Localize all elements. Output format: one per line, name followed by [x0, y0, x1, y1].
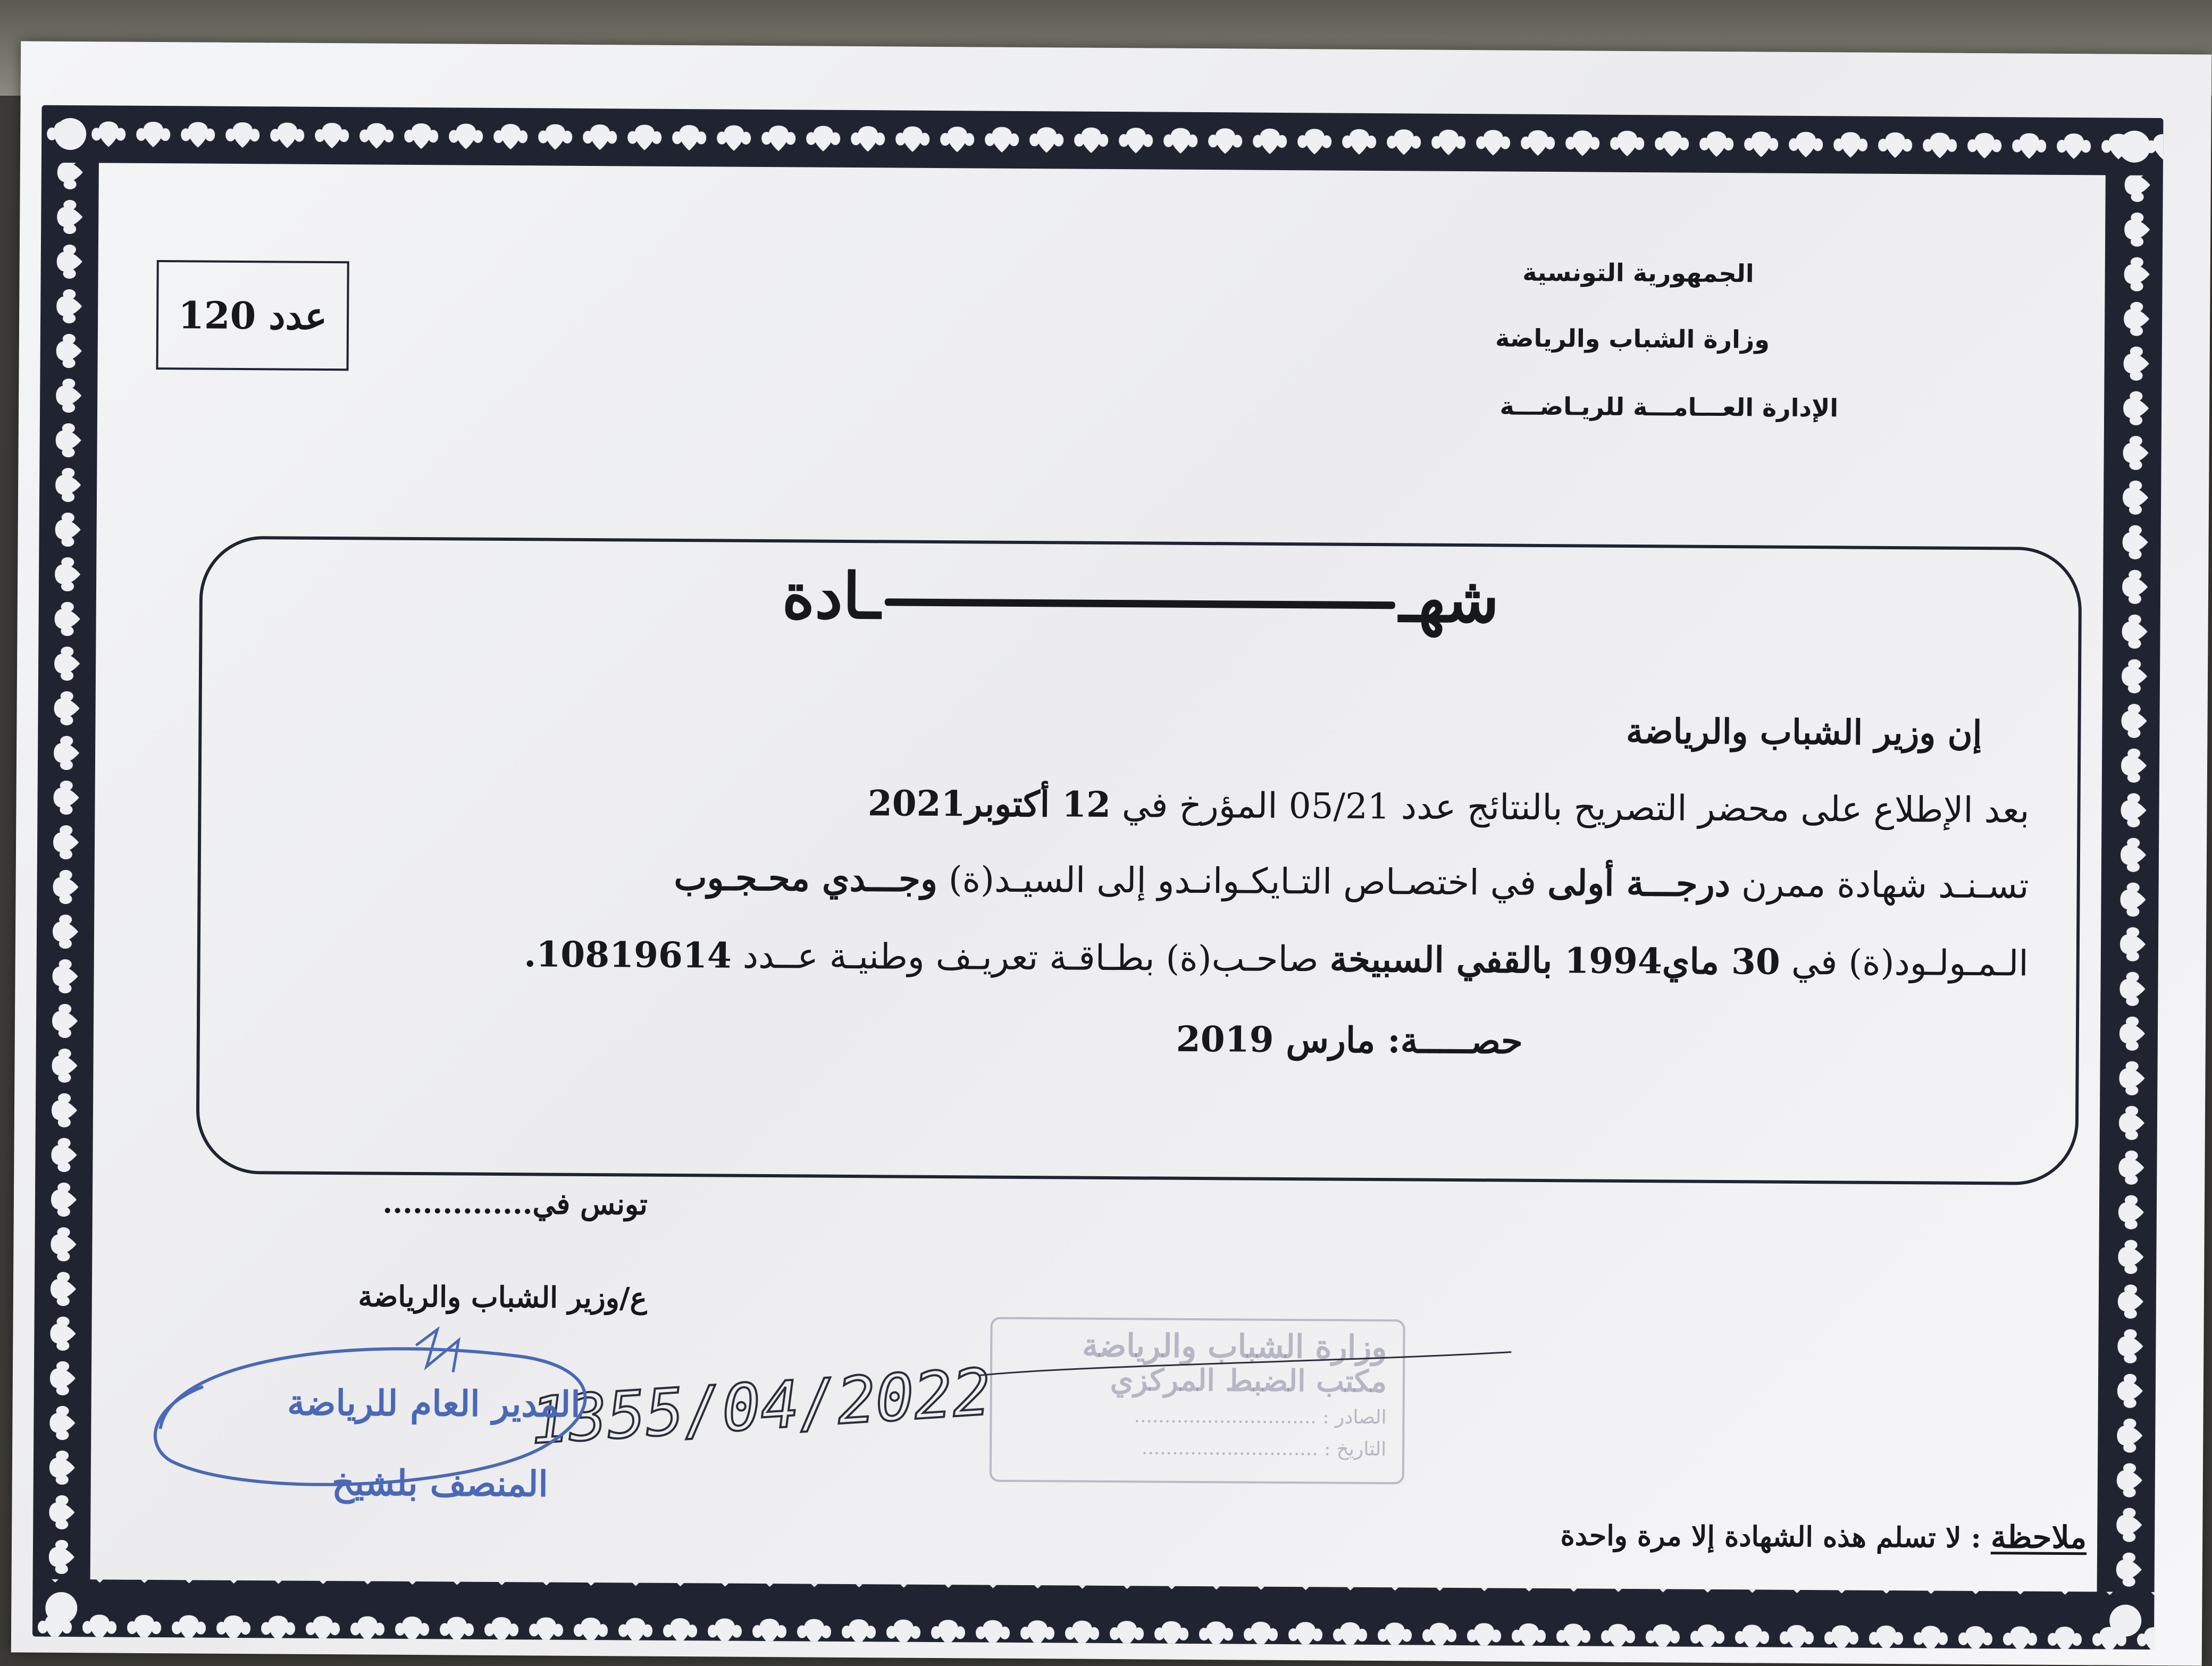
body-line-3	[524, 933, 2029, 984]
birth-date-place: 30 ماي1994 بالقفي السبيخة	[1329, 938, 1781, 983]
title-start: شهـ	[1399, 562, 1499, 637]
note-text: : لا تسلم هذه الشهادة إلا مرة واحدة	[1560, 1519, 1982, 1555]
body-line-1-text: بعد الإطلاع على محضر التصريح بالنتائج عدد 05/21 المؤرخ في	[1121, 784, 2030, 831]
born-text: الـمـولـود(ة) في	[1791, 941, 2029, 984]
stamp-line-1: وزارة الشباب والرياضة	[1082, 1327, 1387, 1367]
certificate-paper	[11, 41, 2211, 1665]
body-line-1	[868, 782, 2030, 831]
title-kashida-line	[884, 598, 1395, 609]
session-label: حصـــــة:	[1387, 1019, 1523, 1062]
svg-text:1355/04/2022: 1355/04/2022	[528, 1355, 993, 1459]
signature-title: المدير العام للرياضة	[287, 1382, 581, 1425]
id-card-text: صاحـب(ة) بطـاقـة تعريـف وطنيـة عــدد	[742, 935, 1319, 980]
certificate-body-box	[196, 536, 2082, 1186]
header-ministry: وزارة الشباب والرياضة	[1495, 323, 1770, 354]
director-signature	[138, 1322, 618, 1548]
grant-text: تسـنـد شهادة ممرن	[1741, 864, 2029, 907]
note-label: ملاحظة	[1990, 1519, 2087, 1556]
body-line-2	[674, 857, 2029, 907]
minister-signatory: ع/وزير الشباب والرياضة	[358, 1279, 648, 1315]
session-value: مارس 2019	[1176, 1018, 1376, 1061]
stamp-line-3: الصادر : ..............................	[1134, 1405, 1387, 1429]
number-label: عدد	[269, 293, 328, 338]
number-value: 120	[178, 292, 256, 338]
id-card-number: 10819614.	[524, 933, 732, 976]
session-line	[1176, 1018, 1523, 1062]
header-directorate: الإدارة العـــامـــة للريـاضـــة	[1499, 391, 1839, 423]
title-end: ـادة	[782, 558, 881, 633]
place-date-line: تونس في...............	[382, 1185, 648, 1221]
footer-note	[1560, 1516, 2087, 1555]
specialty-text: في اختصـاص التـايكـوانـدو إلى السيـد(ة)	[948, 859, 1537, 903]
results-date: 12 أكتوبر2021	[867, 782, 1111, 825]
holder-name: وجـــدي محـجـوب	[674, 856, 938, 900]
certificate-content	[90, 163, 2106, 1592]
header-republic: الجمهورية التونسية	[1522, 257, 1754, 288]
degree-level: درجـــة أولى	[1547, 862, 1731, 905]
intro-line: إن وزير الشباب والرياضة	[1626, 711, 1982, 754]
certificate-number-box	[156, 260, 349, 371]
certificate-title	[203, 555, 2079, 641]
stamp-line-2: مكتب الضبط المركزي	[1110, 1362, 1387, 1400]
signature-name: المنصف بلشيخ	[331, 1462, 548, 1505]
stamp-line-4: التاريخ : .............................	[1141, 1437, 1387, 1461]
